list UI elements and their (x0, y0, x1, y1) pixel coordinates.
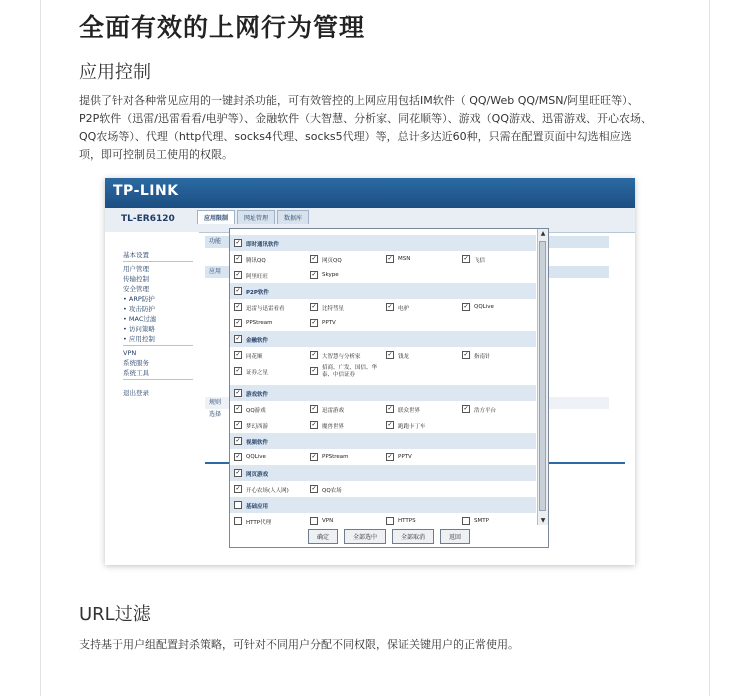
app-checkbox[interactable] (310, 517, 318, 525)
app-checkbox[interactable]: ✓ (311, 367, 317, 374)
dialog-group-header (230, 283, 536, 299)
router-tab[interactable]: 数据库 (277, 210, 309, 224)
app-label: QQLive (474, 304, 494, 310)
app-label: 浩方平台 (474, 408, 497, 414)
app-checkbox[interactable]: ✓ (311, 405, 317, 412)
tp-link-logo: TP-LINK (113, 183, 179, 199)
router-model-label: TL-ER6120 (121, 214, 175, 224)
nav-item[interactable]: • ARP防护 (123, 295, 155, 303)
app-label: 梦幻西游 (246, 424, 269, 430)
section-description-url-filter: 支持基于用户组配置封杀策略，可针对不同用户分配不同权限，保证关键用户的正常使用。 (79, 638, 519, 651)
scroll-down-icon[interactable]: ▼ (540, 517, 546, 524)
page-title: 全面有效的上网行为管理 (79, 13, 366, 42)
router-nav-menu (123, 250, 193, 398)
app-checkbox[interactable]: ✓ (387, 453, 393, 460)
dialog-app-row (230, 251, 536, 267)
nav-divider (123, 261, 193, 262)
router-tab[interactable]: 应用限制 (197, 210, 235, 224)
scroll-up-icon[interactable]: ▲ (540, 230, 546, 237)
app-checkbox[interactable]: ✓ (235, 351, 241, 358)
app-checkbox[interactable]: ✓ (311, 303, 317, 310)
dialog-app-row (230, 449, 536, 465)
app-checkbox[interactable]: ✓ (387, 421, 393, 428)
app-label: 招商、广发、国信、华泰、中信证券 (322, 365, 378, 378)
router-tab-bar (197, 210, 311, 224)
app-checkbox[interactable]: ✓ (235, 271, 241, 278)
app-label: QQ游戏 (246, 408, 266, 414)
app-label: VPN (322, 518, 334, 524)
router-admin-screenshot (105, 178, 635, 565)
app-label: MSN (398, 256, 411, 262)
app-checkbox[interactable] (462, 517, 470, 525)
app-checkbox[interactable]: ✓ (235, 485, 241, 492)
dialog-group-header (230, 433, 536, 449)
nav-divider (123, 379, 193, 380)
nav-item[interactable]: 用户管理 (123, 265, 149, 273)
app-label: 迅雷游戏 (322, 408, 345, 414)
app-label: 阿里旺旺 (246, 274, 269, 280)
app-checkbox[interactable]: ✓ (235, 437, 241, 444)
app-checkbox[interactable]: ✓ (311, 453, 317, 460)
section-title-url-filter: URL过滤 (79, 604, 151, 625)
app-select-dialog (229, 228, 549, 548)
group-title: 即时通讯软件 (246, 242, 280, 248)
nav-item[interactable]: • 攻击防护 (123, 305, 155, 313)
app-checkbox[interactable]: ✓ (311, 351, 317, 358)
dialog-group-header (230, 385, 536, 401)
group-title: 金融软件 (246, 338, 269, 344)
app-label: PPStream (322, 454, 349, 460)
article-page (40, 0, 710, 696)
app-checkbox[interactable]: ✓ (235, 335, 241, 342)
app-label: PPTV (322, 320, 336, 326)
app-checkbox[interactable]: ✓ (463, 405, 469, 412)
dialog-app-row (230, 481, 536, 497)
app-checkbox[interactable]: ✓ (235, 239, 241, 246)
app-label: PPStream (246, 320, 273, 326)
app-label: QQ农场 (322, 488, 342, 494)
app-label: QQLive (246, 454, 266, 460)
back-button[interactable]: 返回 (440, 529, 470, 544)
app-checkbox[interactable]: ✓ (311, 421, 317, 428)
app-checkbox[interactable]: ✓ (387, 405, 393, 412)
app-checkbox[interactable] (234, 501, 242, 509)
group-title: P2P软件 (246, 290, 269, 296)
app-checkbox[interactable]: ✓ (387, 303, 393, 310)
app-label: 跑跑卡丁车 (398, 424, 426, 430)
router-header-bar (105, 178, 635, 208)
dialog-app-row (230, 347, 536, 363)
app-checkbox[interactable]: ✓ (235, 469, 241, 476)
app-label: 大智慧与分析家 (322, 354, 361, 360)
app-label: SMTP (474, 518, 489, 524)
nav-item[interactable]: • 应用控制 (123, 335, 155, 343)
deselect-all-button[interactable]: 全部取消 (392, 529, 434, 544)
app-checkbox[interactable]: ✓ (235, 421, 241, 428)
app-checkbox[interactable] (386, 517, 394, 525)
group-title: 游戏软件 (246, 392, 269, 398)
app-label: 网页QQ (322, 258, 342, 264)
app-label: 腾讯QQ (246, 258, 266, 264)
nav-item[interactable]: 退出登录 (123, 389, 149, 397)
app-label: Skype (322, 272, 339, 278)
nav-item[interactable]: 系统工具 (123, 369, 149, 377)
app-checkbox[interactable]: ✓ (235, 287, 241, 294)
section-title-app-control: 应用控制 (79, 62, 151, 83)
group-title: 基础应用 (246, 504, 269, 510)
app-checkbox[interactable]: ✓ (463, 303, 469, 310)
dialog-app-row (230, 401, 536, 417)
app-checkbox[interactable]: ✓ (311, 271, 317, 278)
content-row-feature: 功能 (205, 236, 609, 248)
app-label: PPTV (398, 454, 412, 460)
nav-item[interactable]: • MAC过滤 (123, 315, 157, 323)
app-label: 联众世界 (398, 408, 421, 414)
nav-divider (123, 345, 193, 346)
select-all-button[interactable]: 全部选中 (344, 529, 386, 544)
dialog-app-row (230, 513, 536, 529)
app-label: 魔兽世界 (322, 424, 345, 430)
nav-item[interactable]: • 访问策略 (123, 325, 155, 333)
app-checkbox[interactable]: ✓ (235, 453, 241, 460)
nav-item[interactable]: VPN (123, 349, 137, 357)
app-checkbox[interactable]: ✓ (387, 255, 393, 262)
app-checkbox[interactable]: ✓ (235, 303, 241, 310)
app-label: 同花顺 (246, 354, 263, 360)
app-label: 迅雷与迅雷看看 (246, 306, 285, 312)
app-label: HTTP代理 (246, 520, 272, 526)
app-label: 比特彗星 (322, 306, 345, 312)
dialog-app-row (230, 299, 536, 315)
app-checkbox[interactable]: ✓ (463, 351, 469, 358)
app-label: 飞信 (474, 258, 486, 264)
dialog-app-row (230, 315, 536, 331)
dialog-scrollbar[interactable] (537, 229, 548, 525)
content-row-application: 应用 (205, 266, 609, 278)
dialog-app-row (230, 267, 536, 283)
app-checkbox[interactable]: ✓ (311, 485, 317, 492)
content-row-select: 选择 (205, 409, 609, 421)
app-checkbox[interactable]: ✓ (311, 255, 317, 262)
app-checkbox[interactable]: ✓ (311, 319, 317, 326)
app-checkbox[interactable]: ✓ (235, 255, 241, 262)
nav-item[interactable]: 传输控制 (123, 275, 149, 283)
app-label: 钱龙 (398, 354, 410, 360)
app-checkbox[interactable]: ✓ (235, 367, 241, 374)
ok-button[interactable]: 确定 (308, 529, 338, 544)
dialog-group-header (230, 235, 536, 251)
dialog-group-header (230, 465, 536, 481)
app-checkbox[interactable] (234, 517, 242, 525)
app-checkbox[interactable]: ✓ (235, 319, 241, 326)
app-label: 电驴 (398, 306, 410, 312)
app-checkbox[interactable]: ✓ (235, 405, 241, 412)
app-checkbox[interactable]: ✓ (387, 351, 393, 358)
app-label: HTTPS (398, 518, 416, 524)
nav-item[interactable]: 安全管理 (123, 285, 149, 293)
group-title: 视频软件 (246, 440, 269, 446)
section-description-app-control: 提供了针对各种常见应用的一键封杀功能，可有效管控的上网应用包括IM软件（ QQ/Web QQ/MSN/阿里旺旺等）、P2P软件（迅雷/迅雷看看/电驴等）、金融软件（大智慧、分析家、同花顺等）、游戏（QQ游戏、迅雷游戏、开心农场、QQ农场等）、代理（http代理、socks4代理、socks5代理）等，总计多达近60种，只需在配置页面中勾选相应选项，即可控制员工使用的权限。 (79, 94, 652, 161)
app-checkbox[interactable]: ✓ (463, 255, 469, 262)
app-label: 开心农场(人人网) (246, 488, 289, 494)
nav-item[interactable]: 基本设置 (123, 251, 149, 259)
app-checkbox[interactable]: ✓ (235, 389, 241, 396)
dialog-app-row (230, 417, 536, 433)
dialog-group-header (230, 497, 536, 513)
app-label: 指南针 (474, 354, 491, 360)
nav-item[interactable]: 系统服务 (123, 359, 149, 367)
group-title: 网页游戏 (246, 472, 269, 478)
dialog-group-header (230, 331, 536, 347)
content-row-rules: 规则 (205, 397, 609, 409)
scroll-thumb[interactable] (539, 241, 546, 511)
router-tab[interactable]: 网址管理 (237, 210, 275, 224)
dialog-app-row (230, 363, 536, 385)
app-label: 证券之星 (246, 370, 269, 376)
